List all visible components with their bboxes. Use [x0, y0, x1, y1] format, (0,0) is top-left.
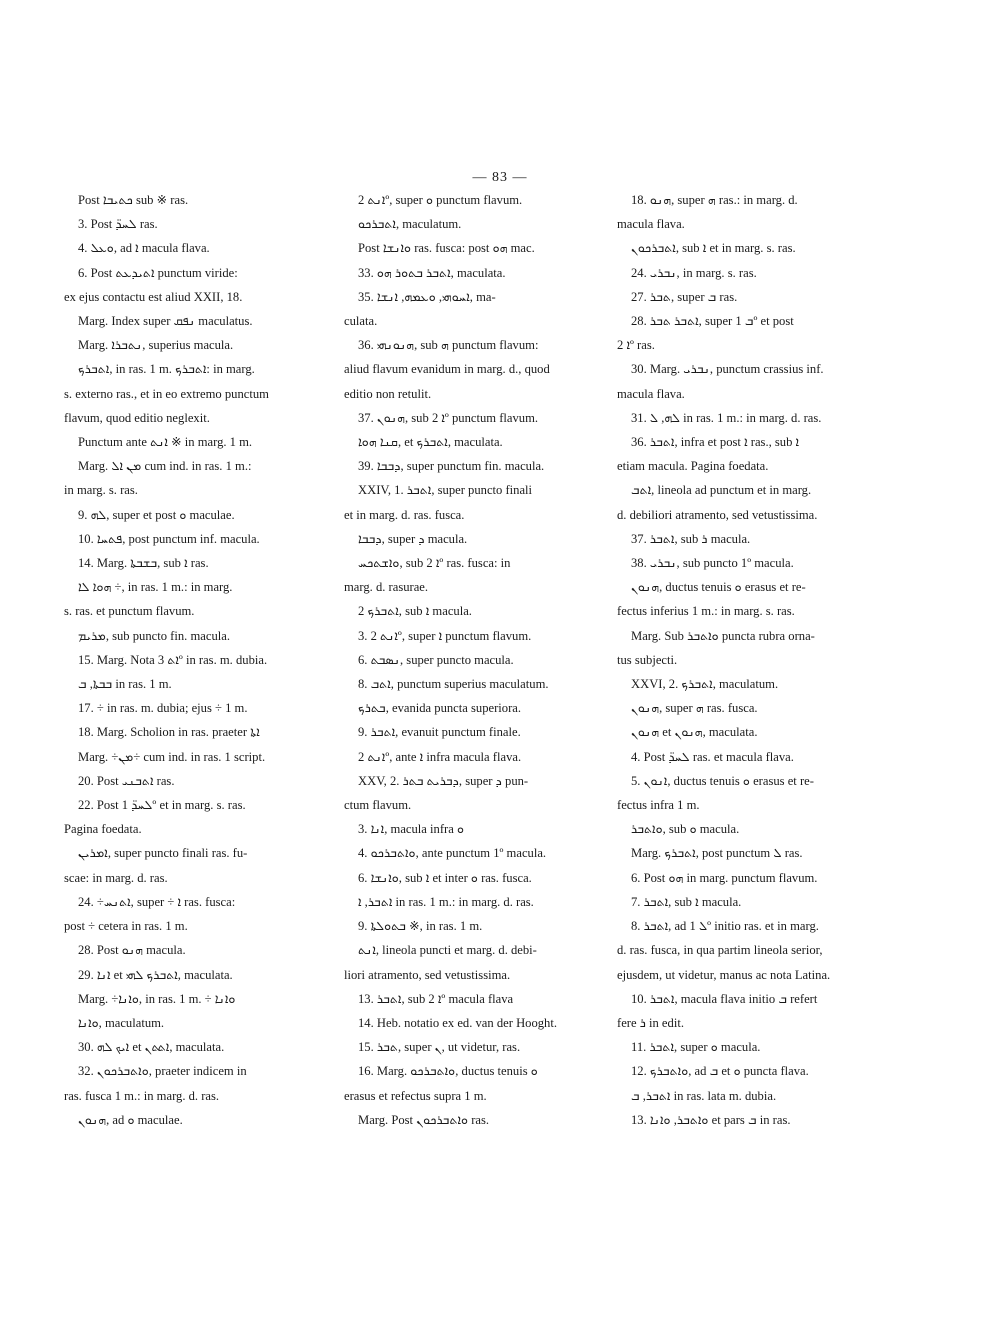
- text-line: 6. Post ܐܬܝܕܥܬ punctum viride:: [78, 265, 238, 280]
- text-line: ܗܢܘܢ, super ܗ ras. fusca.: [631, 701, 758, 716]
- text-line: 32. ܘܐܬܒܪܟܘܢ, praeter indicem in: [78, 1064, 247, 1079]
- text-line: ras. fusca 1 m.: in marg. d. ras.: [64, 1088, 220, 1103]
- text-line: ܐܬܒܪ, ܒ in ras. lata m. dubia.: [631, 1088, 777, 1103]
- text-line: 4. Post ܠܚܕ̈ ras. et macula flava.: [631, 749, 794, 764]
- text-line: ܐܬܒܪܟ, in ras. 1 m. ܐܬܒܪܟ: in marg.: [78, 362, 255, 377]
- text-line: tus subjecti.: [617, 652, 678, 667]
- text-line: 13. ܘܐܬܒܪ, ܘܐܢܐ et pars ܒ in ras.: [631, 1112, 791, 1127]
- text-line: Marg. ܢܬܒܪܐ, superius macula.: [78, 338, 234, 353]
- text-line: 24. ܢܒܪܝ, in marg. s. ras.: [631, 265, 757, 280]
- text-line: 16. Marg. ܘܐܬܒܪܟܘ, ductus tenuis ܘ: [358, 1064, 538, 1079]
- text-line: 6. ܢܣܒܬ, super puncto macula.: [358, 652, 514, 667]
- text-line: 14. Heb. notatio ex ed. van der Hooght.: [358, 1015, 558, 1030]
- text-line: ܘܐܫܬܟܚ, sub ܐ 2º ras. fusca: in: [358, 556, 511, 571]
- text-line: XXIV, 1. ܐܬܒܪ, super puncto finali: [358, 483, 533, 498]
- text-line: 28. ܐܬܒܪ ܬܒܪ, super ܒ 1º et post: [631, 314, 794, 329]
- text-line: 3. ܐܢܬ 2º, super ܐ punctum flavum.: [358, 628, 532, 643]
- text-line: Marg. ÷ܘܐܢܐ, in ras. 1 m. ÷ ܘܐܢܐ: [78, 991, 236, 1006]
- text-line: ܐܬܒܪܟܘ, maculatum.: [358, 217, 462, 232]
- text-line: ܘܐܬܒܪ, sub ܘ macula.: [631, 822, 740, 837]
- text-line: ܕܒܒܐ, super ܕ macula.: [358, 531, 468, 546]
- text-line: 3. Post ܠܚܕ̈ ras.: [78, 217, 158, 232]
- text-line: erasus et refectus supra 1 m.: [344, 1088, 487, 1103]
- text-line: flavum, quod editio neglexit.: [64, 410, 210, 425]
- text-line: 9. ܒܬܘܠܬܐ ※, in ras. 1 m.: [358, 919, 483, 934]
- text-line: ctum flavum.: [344, 798, 412, 813]
- text-line: ܩܢܐ ܗܘܐ, et ܐܬܒܪܟ, maculata.: [358, 435, 503, 450]
- text-line: Post ܘܐܢܫܐ ras. fusca: post ܗܘ mac.: [358, 241, 535, 256]
- text-line: ܘܐܢܐ, maculatum.: [78, 1015, 165, 1030]
- text-line: 12. ܘܐܬܒܪܟ, ad ܒ et ܘ puncta flava.: [631, 1064, 809, 1079]
- text-line: d. ras. fusca, in qua partim lineola serior,: [617, 943, 823, 958]
- text-line: 30. Marg. ܢܒܪܝ, punctum crassius inf.: [631, 362, 824, 377]
- text-line: Marg. ܐܬܒܪܟ, post punctum ܠ ras.: [631, 846, 803, 861]
- text-line: ܗܢܘܢ, ductus tenuis ܘ erasus et re-: [631, 580, 806, 595]
- text-line: 2 ܐܬܒܪܟ, sub ܐ macula.: [358, 604, 472, 619]
- text-line: etiam macula. Pagina foedata.: [617, 459, 769, 474]
- text-line: ܗܢܘܢ et ܗܢܘܢ, maculata.: [631, 725, 758, 740]
- text-line: ejusdem, ut videtur, manus ac nota Latina.: [617, 967, 831, 982]
- text-line: 36. ܐܬܒܪ, infra et post ܐ ras., sub ܐ: [631, 435, 800, 450]
- text-line: ܐ 2º ras.: [617, 338, 655, 353]
- text-line: 28. Post ܗܢܘ macula.: [78, 943, 186, 958]
- text-line: et in marg. d. ras. fusca.: [344, 507, 465, 522]
- text-line: 27. ܬܒܪ, super ܒ ras.: [631, 289, 738, 304]
- text-line: scae: in marg. d. ras.: [64, 870, 168, 885]
- text-line: 38. ܢܒܪܝ, sub puncto 1º macula.: [631, 556, 794, 571]
- text-line: ܡܪܝܡ, sub puncto fin. macula.: [78, 628, 230, 643]
- text-line: liori atramento, sed vetustissima.: [344, 967, 511, 982]
- text-line: 36. ܗܢܘܢܗܝ, sub ܗ punctum flavum:: [358, 338, 539, 353]
- text-line: 8. ܐܬܒܪ, ad ܠ 1º initio ras. et in marg.: [631, 919, 819, 934]
- text-line: 14. Marg. ܒܫܒܬܐ, sub ܐ ras.: [78, 556, 209, 571]
- text-line: ܒܬܪܟ, evanida puncta superiora.: [358, 701, 522, 716]
- text-line: 24. ÷ܐܬܢܚ, super ÷ ܐ ras. fusca:: [78, 894, 236, 909]
- text-line: ܒܒܬܐ, ܒ in ras. 1 m.: [78, 677, 172, 692]
- text-line: fectus inferius 1 m.: in marg. s. ras.: [617, 604, 795, 619]
- text-line: 37. ܗܢܘܢ, sub ܐ 2º punctum flavum.: [358, 410, 539, 425]
- text-line: 7. ܐܬܒܪ, sub ܐ macula.: [631, 894, 742, 909]
- text-line: d. debiliori atramento, sed vetustissima.: [617, 507, 818, 522]
- text-line: 11. ܐܬܒܪ, super ܘ macula.: [631, 1040, 761, 1055]
- text-line: Marg. ܡܢ ܐܠ cum ind. in ras. 1 m.:: [78, 459, 252, 474]
- text-line: post ÷ cetera in ras. 1 m.: [64, 919, 188, 934]
- text-line: 35. ܐܚܘܗܝ, ܘܥܡܗ, ܐܢܫܐ, ma-: [358, 289, 496, 304]
- text-line: 33. ܐܬܒܪ ܒܬܘܪ ܗܘ, maculata.: [358, 265, 506, 280]
- text-line: 9. ܐܬܒܪ, evanuit punctum finale.: [358, 725, 521, 740]
- text-line: 18. ܗܢܘ, super ܗ ras.: in marg. d.: [631, 193, 798, 207]
- text-line: 20. Post ܐܬܒܢܝ ras.: [78, 773, 175, 788]
- text-line: 8. ܐܬܒ, punctum superius maculatum.: [358, 677, 549, 692]
- text-line: macula flava.: [617, 217, 685, 232]
- text-line: culata.: [344, 314, 378, 329]
- column-left: [64, 188, 316, 1132]
- text-line: 4. ܘܐܬܒܪܟܘ, ante punctum 1º macula.: [358, 846, 547, 861]
- text-line: 15. Marg. Nota ܐܬ 3º in ras. m. dubia.: [78, 652, 268, 667]
- text-line: aliud flavum evanidum in marg. d., quod: [344, 362, 550, 377]
- column-right: [617, 188, 865, 1132]
- text-line: ܐܡܪܝܢ, super puncto finali ras. fu-: [78, 846, 248, 861]
- text-line: 10. ܐܬܒܪ, macula flava initio ܒ refert: [631, 991, 818, 1006]
- text-line: in marg. s. ras.: [64, 483, 138, 498]
- text-line: macula flava.: [617, 386, 685, 401]
- text-line: ex ejus contactu est aliud XXII, 18.: [64, 289, 243, 304]
- column-middle: [344, 188, 594, 1132]
- text-line: 29. ܐܢܐ et ܐܬܒܪܟ ܠܗܝ, maculata.: [78, 967, 233, 982]
- text-line: ܐܢܬ 2º, super ܘ punctum flavum.: [358, 193, 523, 207]
- text-line: fere ܪ in edit.: [617, 1015, 684, 1030]
- text-line: ܐܬܒܪܟܘܢ, sub ܐ et in marg. s. ras.: [631, 241, 796, 256]
- text-line: ܐܢܬ 2º, ante ܐ infra macula flava.: [358, 749, 522, 764]
- text-line: 6. ܘܐܢܫܐ, sub ܐ et inter ܘ ras. fusca.: [358, 870, 532, 885]
- text-line: Marg. Index super ܢܦܩ maculatus.: [78, 314, 253, 329]
- text-line: 22. Post ܠܚܕ̈ 1º et in marg. s. ras.: [78, 798, 246, 813]
- page-number: — 83 —: [472, 170, 528, 185]
- text-line: 9. ܠܗ, super et post ܘ maculae.: [78, 507, 235, 522]
- text-line: Marg. Post ܘܐܬܒܪܟܘܢ ras.: [358, 1112, 490, 1127]
- text-line: editio non retulit.: [344, 386, 432, 401]
- text-line: 4. ܘܥܠ, ad ܐ macula flava.: [78, 241, 210, 256]
- text-line: 18. Marg. Scholion in ras. praeter ܐܬܐ: [78, 725, 260, 740]
- text-line: ܗܘܐ ܠܐ ÷, in ras. 1 m.: in marg.: [78, 580, 233, 595]
- text-line: Post ܟܬܝܒܐ sub ※ ras.: [78, 193, 189, 207]
- text-line: XXVI, 2. ܐܬܒܪܟ, maculatum.: [631, 677, 779, 692]
- text-line: s. externo ras., et in eo extremo punctum: [64, 386, 269, 401]
- text-line: XXV, 2. ܕܒܪܝܬ ܒܬܪ, super ܕ pun-: [358, 773, 529, 788]
- text-line: ܐܬܒܪ, ܐ in ras. 1 m.: in marg. d. ras.: [358, 894, 534, 909]
- text-line: 37. ܐܬܒܪ, sub ܪ macula.: [631, 531, 751, 546]
- text-line: ܗܢܘܢ, ad ܘ maculae.: [78, 1112, 183, 1127]
- text-line: s. ras. et punctum flavum.: [64, 604, 195, 619]
- text-line: 17. ÷ in ras. m. dubia; ejus ÷ 1 m.: [78, 701, 248, 716]
- text-line: 31. ܠܗ, ܠ in ras. 1 m.: in marg. d. ras.: [631, 410, 822, 425]
- text-line: 10. ܦܬܚܐ, post punctum inf. macula.: [78, 531, 260, 546]
- text-line: 15. ܬܒܪ, super ܢ, ut videtur, ras.: [358, 1040, 521, 1055]
- text-line: Pagina foedata.: [64, 822, 142, 837]
- text-line: Marg. ÷ܡܢ÷ cum ind. in ras. 1 script.: [78, 749, 266, 764]
- text-line: 5. ܐܢܘܢ, ductus tenuis ܘ erasus et re-: [631, 773, 814, 788]
- text-line: marg. d. rasurae.: [344, 580, 429, 595]
- text-line: ܐܬܒ, lineola ad punctum et in marg.: [631, 483, 812, 498]
- text-line: fectus infra 1 m.: [617, 798, 700, 813]
- text-line: ܐܢܬ, lineola puncti et marg. d. debi-: [358, 943, 537, 958]
- text-line: 30. ܐܝܟ ܠܗ et ܐܬܬܢ, maculata.: [78, 1040, 225, 1055]
- text-line: 13. ܐܬܒܪ, sub ܐ 2º macula flava: [358, 991, 514, 1006]
- text-line: 39. ܕܒܒܐ, super punctum fin. macula.: [358, 459, 545, 474]
- text-line: 6. Post ܗܘ in marg. punctum flavum.: [631, 870, 818, 885]
- text-line: Marg. Sub ܘܐܬܒܪ puncta rubra orna-: [631, 628, 815, 643]
- text-line: Punctum ante ܐܢܬ ※ in marg. 1 m.: [78, 435, 253, 450]
- text-line: 3. ܐܢܐ, macula infra ܘ: [358, 822, 464, 837]
